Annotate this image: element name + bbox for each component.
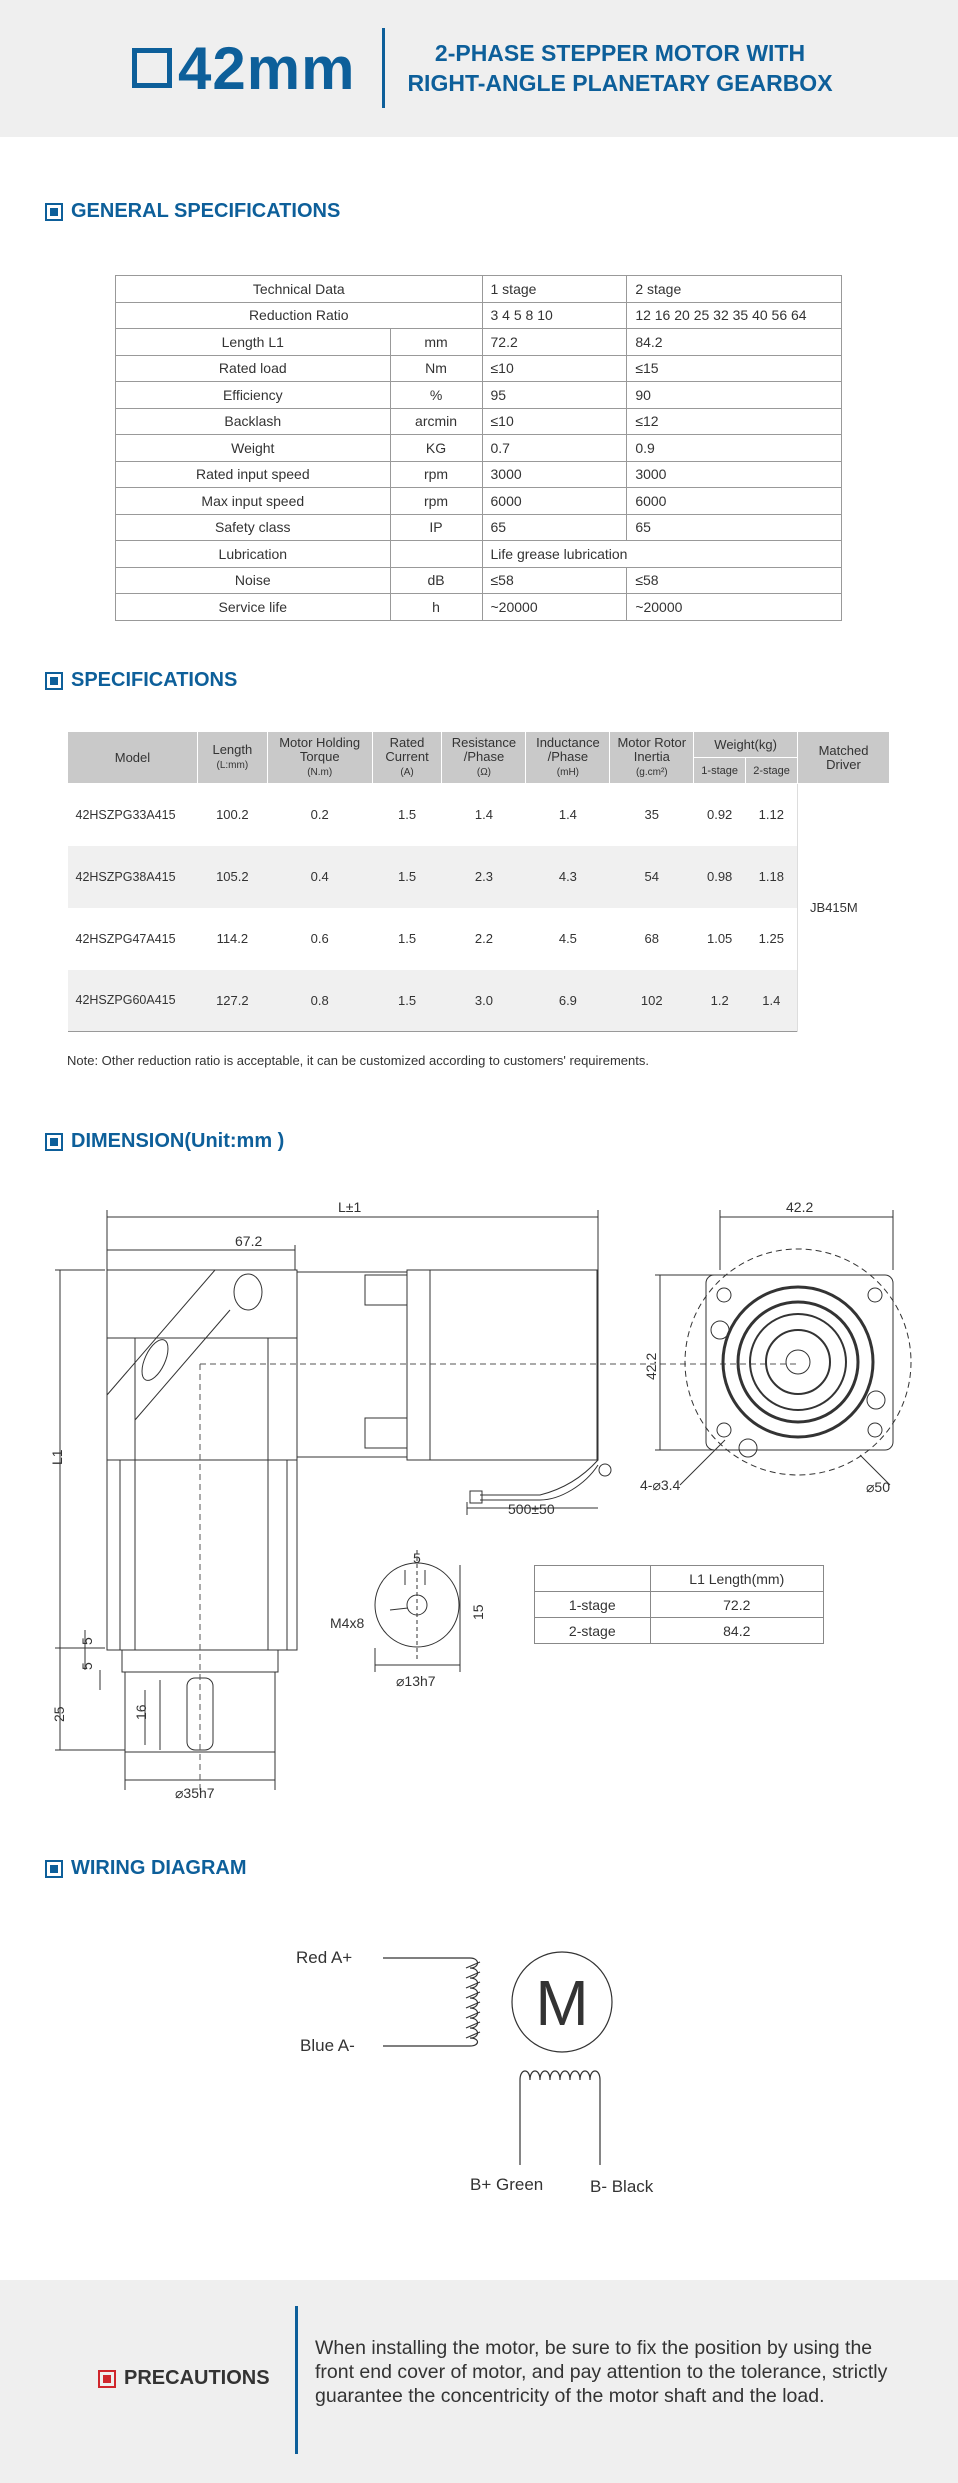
- dim-label-total-length: L±1: [338, 1199, 362, 1215]
- table-row: Noise dB ≤58 ≤58: [116, 567, 842, 594]
- dim-label-25: 25: [51, 1706, 67, 1722]
- dim-label-13: ⌀13h7: [396, 1673, 436, 1689]
- dimension-heading: DIMENSION(Unit:mm ): [45, 1130, 284, 1153]
- wire-label-blue: Blue A-: [300, 2036, 355, 2055]
- section-square-icon: [45, 1133, 63, 1151]
- table-row: [116, 276, 842, 303]
- wire-label-black: B- Black: [590, 2177, 654, 2196]
- square-icon: [132, 48, 172, 88]
- page-header: [0, 0, 958, 137]
- wiring-diagram: [0, 1920, 958, 2220]
- table-row: Lubrication Life grease lubrication: [116, 541, 842, 568]
- table-row: 1-stage 72.2: [535, 1592, 824, 1618]
- table-row: 2-stage 84.2: [535, 1618, 824, 1644]
- table-cell: Reduction Ratio: [116, 302, 483, 329]
- general-spec-heading: GENERAL SPECIFICATIONS: [45, 200, 340, 223]
- table-cell: 3 4 5 8 10: [482, 302, 627, 329]
- dim-label-holes: 4-⌀3.4: [640, 1477, 681, 1493]
- table-row: Length L1 mm 72.2 84.2: [116, 329, 842, 356]
- specifications-heading: SPECIFICATIONS: [45, 669, 237, 692]
- table-row: 42HSZPG47A415 114.2 0.6 1.5 2.2 4.5 68 1.05 1.25: [75, 931, 784, 946]
- dim-label-5-top: 5: [413, 1550, 421, 1566]
- table-row: Weight KG 0.7 0.9: [116, 435, 842, 462]
- table-row: Safety class IP 65 65: [116, 514, 842, 541]
- precautions-text: When installing the motor, be sure to fix the position by using the front end cover of motor, and pay attention to the tolerance, strictly guarantee the concentricity of the motor shaft and the load.: [315, 2337, 888, 2407]
- dim-label-5b: 5: [79, 1662, 95, 1670]
- dim-label-16: 16: [133, 1704, 149, 1720]
- dim-label-42-side: 42.2: [643, 1352, 659, 1380]
- dim-label-lead: 500±50: [508, 1501, 555, 1517]
- l1-length-table: [534, 1565, 824, 1644]
- table-row: Efficiency % 95 90: [116, 382, 842, 409]
- table-row: 42HSZPG38A415 105.2 0.4 1.5 2.3 4.3 54 0.98 1.18: [68, 846, 890, 908]
- table-cell: 12 16 20 25 32 35 40 56 64: [627, 302, 842, 329]
- product-title: 2-PHASE STEPPER MOTOR WITH RIGHT-ANGLE PLANETARY GEARBOX: [407, 40, 833, 96]
- dim-label-5a: 5: [79, 1637, 95, 1645]
- dim-label-15: 15: [470, 1604, 486, 1620]
- general-spec-table: [115, 275, 842, 621]
- table-cell: 2 stage: [627, 276, 842, 303]
- wire-label-green: B+ Green: [470, 2175, 544, 2194]
- table-row: Max input speed rpm 6000 6000: [116, 488, 842, 515]
- table-cell: 1 stage: [482, 276, 627, 303]
- motor-size-title: 42mm: [132, 32, 355, 104]
- dim-label-67: 67.2: [235, 1233, 263, 1249]
- table-row: 42HSZPG33A415 100.2 0.2 1.5 1.4 1.4 35 0.92 1.12 JB415M: [68, 784, 890, 846]
- precautions-heading: PRECAUTIONS: [98, 2367, 270, 2390]
- table-header-row: 1-stage 2-stage: [68, 758, 890, 784]
- header-divider: [382, 28, 385, 108]
- warning-square-icon: [98, 2370, 116, 2388]
- motor-symbol: M: [535, 1967, 589, 2039]
- precautions-panel: [0, 2280, 958, 2483]
- table-row: [116, 302, 842, 329]
- table-row: L1 Length(mm): [535, 1566, 824, 1592]
- dim-label-50: ⌀50: [866, 1479, 891, 1495]
- specifications-table: [67, 731, 890, 1032]
- table-cell: Technical Data: [116, 276, 483, 303]
- dim-label-35: ⌀35h7: [175, 1785, 215, 1801]
- table-row: Rated input speed rpm 3000 3000: [116, 461, 842, 488]
- dimension-drawing: [0, 1190, 958, 1810]
- table-row: 42HSZPG60A415 127.2 0.8 1.5 3.0 6.9 102 1.2 1.4: [68, 970, 890, 1032]
- table-header-row: Model Length (L:mm) Motor Holding Torque (N.m) Rated Current (A) Resistance /Phase (Ω) Inductance /Phase (mH) Motor Rotor Inertia (g.cm²) Weight(kg) Matched Driver: [68, 732, 890, 758]
- section-square-icon: [45, 203, 63, 221]
- matched-driver-cell: JB415M: [798, 784, 890, 1032]
- table-row: Backlash arcmin ≤10 ≤12: [116, 408, 842, 435]
- wiring-heading: WIRING DIAGRAM: [45, 1857, 247, 1880]
- dim-label-l1: L1: [49, 1449, 65, 1465]
- table-row: Service life h ~20000 ~20000: [116, 594, 842, 621]
- table-row: Rated load Nm ≤10 ≤15: [116, 355, 842, 382]
- dim-label-42-top: 42.2: [786, 1199, 814, 1215]
- customization-note: Note: Other reduction ratio is acceptable, it can be customized according to customers' requirements.: [67, 1053, 649, 1068]
- wire-label-red: Red A+: [296, 1948, 353, 1967]
- section-square-icon: [45, 672, 63, 690]
- dim-label-m4: M4x8: [330, 1615, 365, 1631]
- precautions-divider: [295, 2306, 298, 2454]
- section-square-icon: [45, 1860, 63, 1878]
